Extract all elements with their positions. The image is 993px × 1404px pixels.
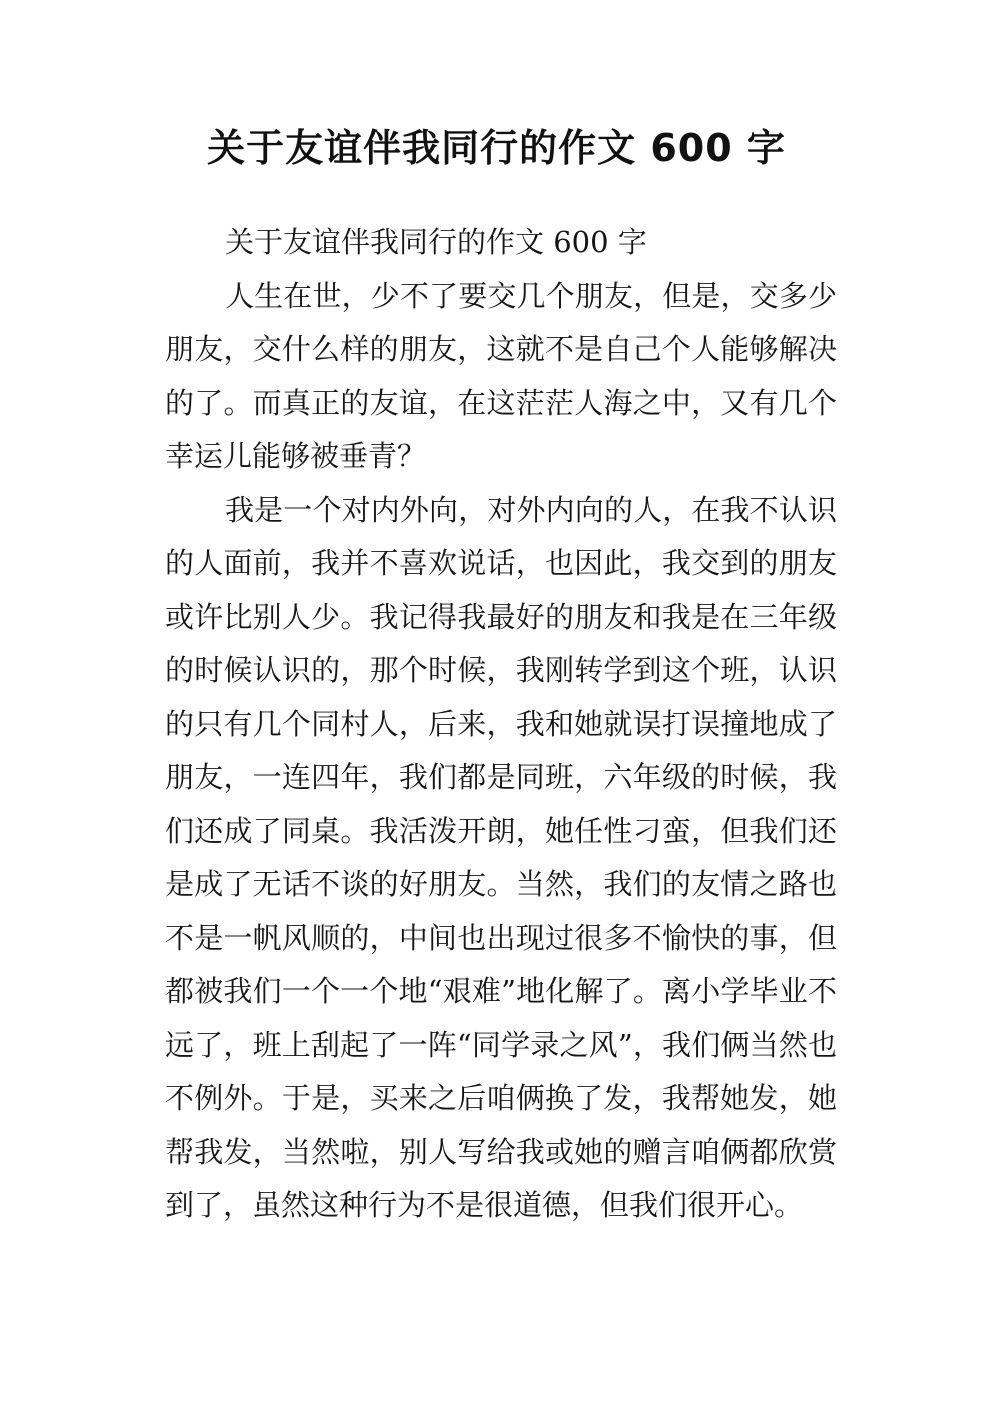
document-body	[165, 216, 837, 1233]
paragraph-intro: 人生在世，少不了要交几个朋友，但是，交多少朋友，交什么样的朋友，这就不是自己个人能够解决的了。而真正的友谊，在这茫茫人海之中，又有几个幸运儿能够被垂青？	[165, 278, 837, 473]
paragraph-story: 我是一个对内外向，对外内向的人，在我不认识的人面前，我并不喜欢说话，也因此，我交到的朋友或许比别人少。我记得我最好的朋友和我是在三年级的时候认识的，那个时候，我刚转学到这个班，认识的只有几个同村人，后来，我和她就误打误撞地成了朋友，一连四年，我们都是同班，六年级的时候，我们还成了同桌。我活泼开朗，她任性刁蛮，但我们还是成了无话不谈的好朋友。当然，我们的友情之路也不是一帆风顺的，中间也出现过很多不愉快的事，但都被我们一个一个地“艰难”地化解了。离小学毕业不远了，班上刮起了一阵“同学录之风”，我们俩当然也不例外。于是，买来之后咱俩换了发，我帮她发，她帮我发，当然啦，别人写给我或她的赠言咱俩都欣赏到了，虽然这种行为不是很道德，但我们很开心。	[165, 492, 837, 1222]
document-title: 关于友谊伴我同行的作文 600 字	[207, 126, 786, 170]
paragraph-heading: 关于友谊伴我同行的作文 600 字	[225, 225, 647, 259]
